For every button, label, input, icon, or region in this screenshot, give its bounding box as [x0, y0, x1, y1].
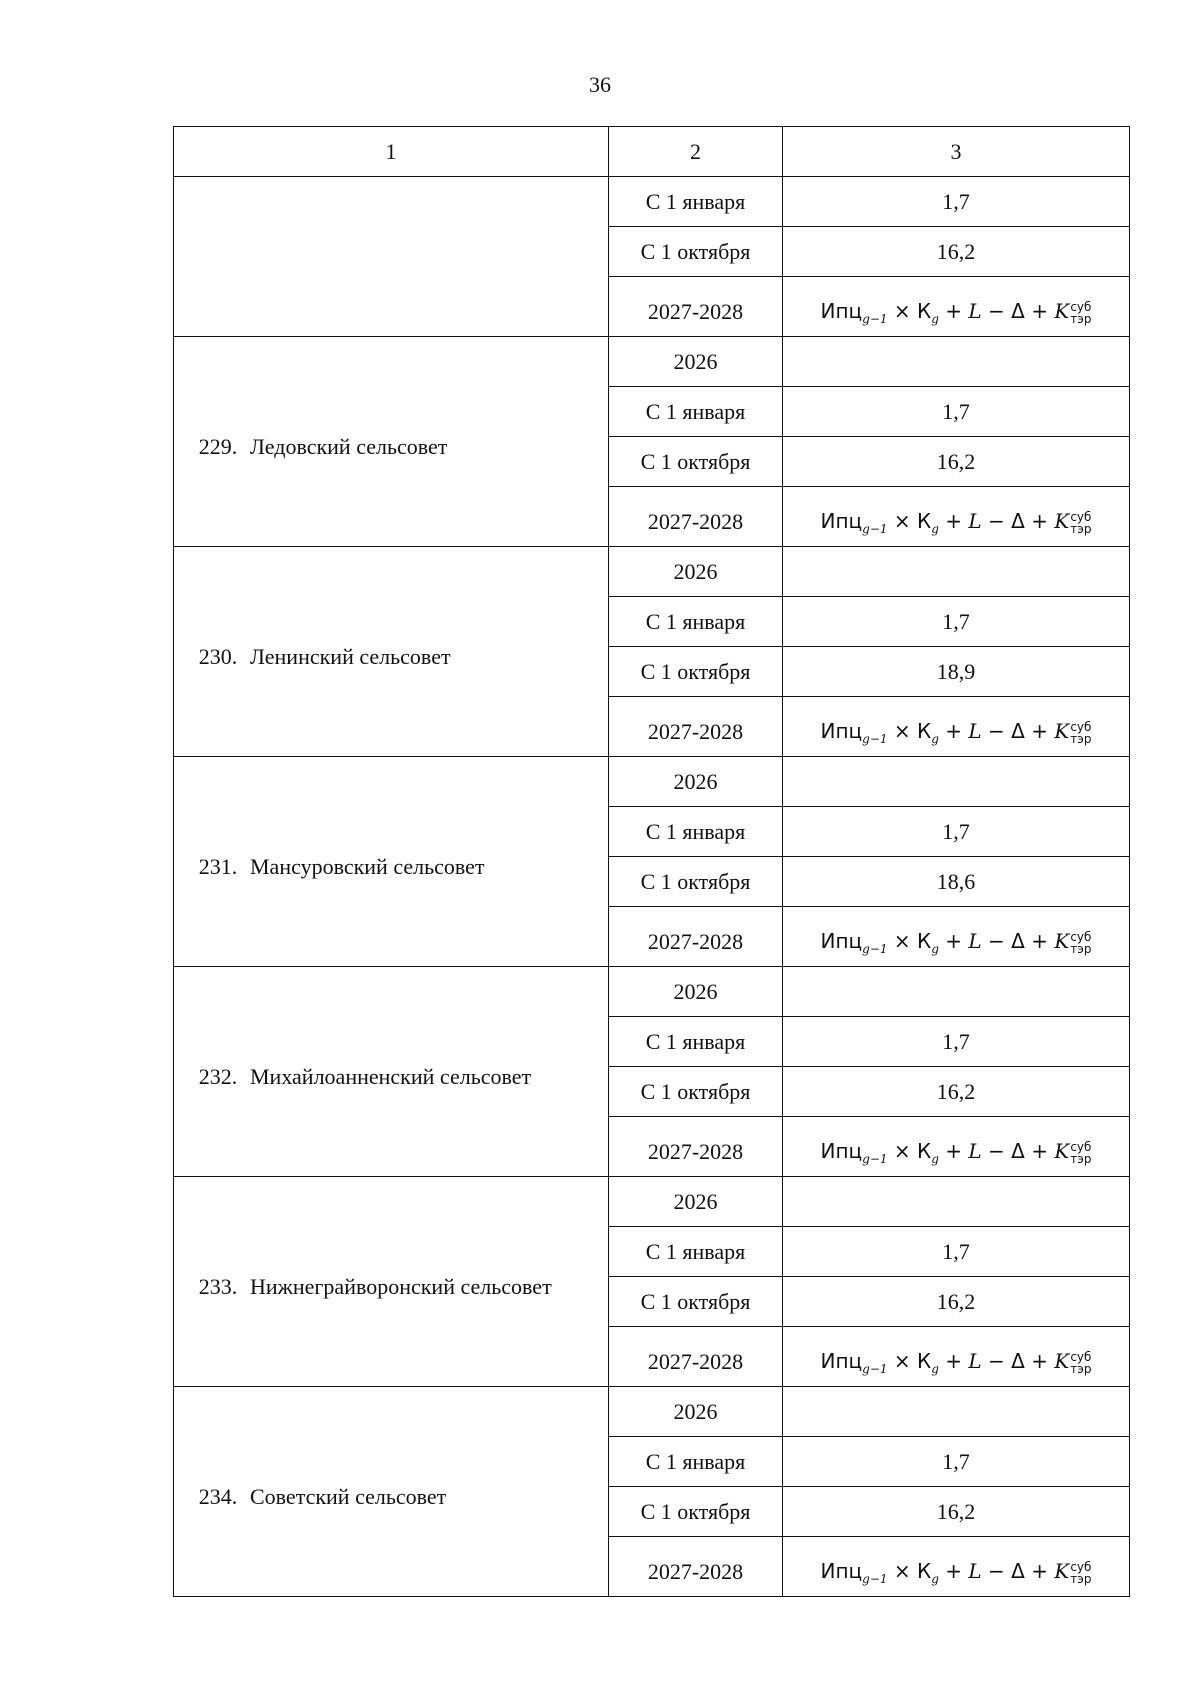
period-cell — [609, 1067, 783, 1117]
formula-part: Ипц — [820, 929, 863, 953]
formula-part: g−1 — [862, 522, 888, 536]
formula-part: g — [931, 1572, 939, 1586]
period-cell — [609, 647, 783, 697]
formula-part: K — [1054, 299, 1070, 323]
value-text: 16,2 — [936, 238, 976, 264]
period-cell — [609, 597, 783, 647]
period-text: С 1 октября — [640, 1498, 751, 1524]
entity-label — [174, 842, 608, 880]
formula-superscript: суб — [1070, 1559, 1092, 1574]
formula-part: + — [938, 1559, 969, 1583]
period-text: С 1 октября — [640, 658, 751, 684]
formula-part: Ипц — [820, 1349, 863, 1373]
value-text: 1,7 — [942, 188, 970, 214]
formula-part: К — [917, 509, 932, 533]
formula-part: − — [981, 299, 1012, 323]
period-text: С 1 января — [645, 1238, 746, 1264]
entity-label — [174, 632, 608, 670]
value-cell — [783, 227, 1130, 277]
formula-part: K — [1054, 929, 1070, 953]
table-row — [174, 967, 1130, 1017]
formula-part: Δ — [1011, 1139, 1025, 1163]
formula-part: − — [981, 929, 1012, 953]
value-cell — [783, 597, 1130, 647]
entity-name: Мансуровский сельсовет — [250, 854, 485, 880]
period-cell — [609, 227, 783, 277]
entity-cell — [174, 757, 609, 967]
table-body — [174, 127, 1130, 1597]
value-text: 18,9 — [936, 658, 976, 684]
table-row — [174, 1177, 1130, 1227]
entity-name: Ледовский сельсовет — [250, 434, 448, 460]
period-cell — [609, 277, 783, 337]
period-text: 2027-2028 — [647, 718, 744, 744]
table-header-row — [174, 127, 1130, 177]
value-text: 16,2 — [936, 1498, 976, 1524]
entity-number: 231. — [198, 854, 238, 880]
formula-part: g — [931, 1152, 939, 1166]
formula-part: + — [938, 1139, 969, 1163]
formula-part: К — [917, 1349, 932, 1373]
formula-part: − — [981, 509, 1012, 533]
period-text: 2027-2028 — [647, 1348, 744, 1374]
period-cell — [609, 547, 783, 597]
period-cell — [609, 1117, 783, 1177]
formula-part: − — [981, 1559, 1012, 1583]
period-text: 2027-2028 — [647, 298, 744, 324]
formula-subscript: тэр — [1070, 311, 1092, 326]
value-cell — [783, 1537, 1130, 1597]
entity-name: Нижнеграйворонский сельсовет — [250, 1274, 552, 1300]
formula-part: g−1 — [862, 1152, 888, 1166]
value-cell — [783, 337, 1130, 387]
formula-subscript: тэр — [1070, 1151, 1092, 1166]
formula-part: × — [887, 1349, 918, 1373]
value-cell — [783, 907, 1130, 967]
formula-part: − — [981, 1349, 1012, 1373]
period-cell — [609, 1017, 783, 1067]
formula-part: g−1 — [862, 942, 888, 956]
period-cell — [609, 1177, 783, 1227]
value-text: 16,2 — [936, 1078, 976, 1104]
entity-name: Советский сельсовет — [250, 1484, 447, 1510]
formula-subscript: тэр — [1070, 521, 1092, 536]
formula-superscript: суб — [1070, 929, 1092, 944]
value-cell — [783, 1277, 1130, 1327]
period-cell — [609, 1437, 783, 1487]
period-cell — [609, 1487, 783, 1537]
formula-part: L — [968, 1559, 982, 1583]
tariff-formula — [821, 917, 1092, 956]
entity-number: 234. — [198, 1484, 238, 1510]
formula-part: g−1 — [862, 1362, 888, 1376]
period-text: С 1 января — [645, 818, 746, 844]
formula-part: Δ — [1011, 929, 1025, 953]
entity-cell — [174, 967, 609, 1177]
entity-cell — [174, 1387, 609, 1597]
value-cell — [783, 437, 1130, 487]
formula-part: L — [968, 929, 982, 953]
table-row — [174, 337, 1130, 387]
entity-label — [174, 1262, 608, 1300]
formula-superscript: суб — [1070, 299, 1092, 314]
formula-part: + — [1024, 509, 1055, 533]
period-cell — [609, 437, 783, 487]
entity-number: 232. — [198, 1064, 238, 1090]
value-cell — [783, 967, 1130, 1017]
formula-part: K — [1054, 1559, 1070, 1583]
formula-index — [1070, 721, 1091, 745]
formula-superscript: суб — [1070, 1139, 1092, 1154]
period-cell — [609, 697, 783, 757]
value-cell — [783, 177, 1130, 227]
value-cell — [783, 697, 1130, 757]
value-cell — [783, 1117, 1130, 1177]
entity-cell — [174, 547, 609, 757]
period-text: 2026 — [673, 348, 718, 374]
value-text: 1,7 — [942, 1028, 970, 1054]
period-text: 2027-2028 — [647, 508, 744, 534]
formula-part: × — [887, 509, 918, 533]
formula-index — [1070, 511, 1091, 535]
period-text: С 1 января — [645, 398, 746, 424]
period-cell — [609, 857, 783, 907]
formula-part: + — [1024, 1559, 1055, 1583]
tariff-formula — [821, 497, 1092, 536]
value-text: 1,7 — [942, 608, 970, 634]
formula-part: L — [968, 1139, 982, 1163]
tariff-formula — [821, 1127, 1092, 1166]
formula-part: K — [1054, 1349, 1070, 1373]
column-header: 3 — [783, 127, 1130, 177]
period-text: С 1 октября — [640, 868, 751, 894]
period-cell — [609, 177, 783, 227]
formula-part: Δ — [1011, 299, 1025, 323]
formula-part: × — [887, 1559, 918, 1583]
period-text: 2026 — [673, 768, 718, 794]
formula-part: g−1 — [862, 1572, 888, 1586]
value-cell — [783, 757, 1130, 807]
formula-part: L — [968, 719, 982, 743]
formula-part: + — [938, 929, 969, 953]
period-cell — [609, 1227, 783, 1277]
value-cell — [783, 647, 1130, 697]
formula-part: + — [938, 1349, 969, 1373]
formula-superscript: суб — [1070, 719, 1092, 734]
period-cell — [609, 807, 783, 857]
period-text: С 1 января — [645, 1028, 746, 1054]
formula-part: + — [938, 719, 969, 743]
formula-part: L — [968, 509, 982, 533]
formula-part: Ипц — [820, 1559, 863, 1583]
formula-part: + — [1024, 1349, 1055, 1373]
formula-part: × — [887, 1139, 918, 1163]
value-cell — [783, 807, 1130, 857]
value-text: 18,6 — [936, 868, 976, 894]
table-row — [174, 547, 1130, 597]
value-cell — [783, 547, 1130, 597]
value-cell — [783, 487, 1130, 547]
formula-index — [1070, 931, 1091, 955]
formula-part: g — [931, 522, 939, 536]
formula-part: К — [917, 1139, 932, 1163]
tariff-formula — [821, 287, 1092, 326]
formula-part: K — [1054, 1139, 1070, 1163]
value-text: 16,2 — [936, 448, 976, 474]
period-cell — [609, 757, 783, 807]
period-text: 2027-2028 — [647, 1138, 744, 1164]
formula-part: K — [1054, 719, 1070, 743]
period-text: 2026 — [673, 1398, 718, 1424]
formula-part: g — [931, 312, 939, 326]
formula-part: L — [968, 299, 982, 323]
period-cell — [609, 1537, 783, 1597]
formula-index — [1070, 1351, 1091, 1375]
formula-index — [1070, 1141, 1091, 1165]
formula-part: × — [887, 299, 918, 323]
formula-part: + — [938, 299, 969, 323]
formula-part: Ипц — [820, 299, 863, 323]
period-text: С 1 октября — [640, 448, 751, 474]
period-cell — [609, 387, 783, 437]
period-cell — [609, 1387, 783, 1437]
formula-part: + — [1024, 929, 1055, 953]
tariff-table — [173, 126, 1130, 1597]
formula-superscript: суб — [1070, 1349, 1092, 1364]
value-cell — [783, 277, 1130, 337]
formula-part: + — [1024, 299, 1055, 323]
entity-cell — [174, 337, 609, 547]
period-text: 2027-2028 — [647, 1558, 744, 1584]
formula-part: g — [931, 942, 939, 956]
table-row — [174, 757, 1130, 807]
formula-part: × — [887, 929, 918, 953]
formula-part: К — [917, 299, 932, 323]
formula-part: Ипц — [820, 509, 863, 533]
value-text: 1,7 — [942, 398, 970, 424]
period-cell — [609, 907, 783, 967]
entity-label — [174, 422, 608, 460]
period-text: С 1 января — [645, 608, 746, 634]
value-text: 1,7 — [942, 1448, 970, 1474]
page-number: 36 — [589, 72, 611, 97]
formula-part: × — [887, 719, 918, 743]
formula-superscript: суб — [1070, 509, 1092, 524]
period-text: 2026 — [673, 1188, 718, 1214]
entity-label — [174, 1472, 608, 1510]
formula-part: Δ — [1011, 509, 1025, 533]
tariff-formula — [821, 1337, 1092, 1376]
period-text: 2027-2028 — [647, 928, 744, 954]
formula-part: − — [981, 719, 1012, 743]
period-text: С 1 января — [645, 188, 746, 214]
period-cell — [609, 967, 783, 1017]
formula-subscript: тэр — [1070, 731, 1092, 746]
entity-name: Михайлоанненский сельсовет — [250, 1064, 532, 1090]
value-cell — [783, 1387, 1130, 1437]
value-cell — [783, 1327, 1130, 1387]
tariff-formula — [821, 707, 1092, 746]
value-cell — [783, 857, 1130, 907]
formula-part: Ипц — [820, 1139, 863, 1163]
entity-number: 230. — [198, 644, 238, 670]
period-cell — [609, 1327, 783, 1387]
formula-part: К — [917, 1559, 932, 1583]
formula-part: К — [917, 719, 932, 743]
formula-part: Ипц — [820, 719, 863, 743]
value-cell — [783, 1487, 1130, 1537]
value-cell — [783, 387, 1130, 437]
column-header: 2 — [609, 127, 783, 177]
formula-part: + — [938, 509, 969, 533]
formula-part: + — [1024, 1139, 1055, 1163]
value-text: 1,7 — [942, 1238, 970, 1264]
formula-subscript: тэр — [1070, 1361, 1092, 1376]
entity-number: 233. — [198, 1274, 238, 1300]
entity-cell-continued — [174, 177, 609, 337]
formula-subscript: тэр — [1070, 1571, 1092, 1586]
period-text: С 1 января — [645, 1448, 746, 1474]
formula-index — [1070, 301, 1091, 325]
value-text: 1,7 — [942, 818, 970, 844]
formula-part: Δ — [1011, 1559, 1025, 1583]
period-text: С 1 октября — [640, 1078, 751, 1104]
entity-number: 229. — [198, 434, 238, 460]
entity-label — [174, 1052, 608, 1090]
formula-part: g — [931, 1362, 939, 1376]
entity-cell — [174, 1177, 609, 1387]
formula-index — [1070, 1561, 1091, 1585]
formula-part: + — [1024, 719, 1055, 743]
tariff-formula — [821, 1547, 1092, 1586]
formula-part: g−1 — [862, 312, 888, 326]
value-cell — [783, 1067, 1130, 1117]
formula-part: g — [931, 732, 939, 746]
formula-part: Δ — [1011, 719, 1025, 743]
formula-part: Δ — [1011, 1349, 1025, 1373]
period-text: С 1 октября — [640, 238, 751, 264]
period-text: 2026 — [673, 978, 718, 1004]
period-text: С 1 октября — [640, 1288, 751, 1314]
period-cell — [609, 487, 783, 547]
period-cell — [609, 1277, 783, 1327]
column-header: 1 — [174, 127, 609, 177]
formula-part: g−1 — [862, 732, 888, 746]
formula-part: − — [981, 1139, 1012, 1163]
value-cell — [783, 1227, 1130, 1277]
value-cell — [783, 1177, 1130, 1227]
table-row — [174, 177, 1130, 227]
period-text: 2026 — [673, 558, 718, 584]
table-row — [174, 1387, 1130, 1437]
formula-part: L — [968, 1349, 982, 1373]
formula-subscript: тэр — [1070, 941, 1092, 956]
formula-part: K — [1054, 509, 1070, 533]
value-text: 16,2 — [936, 1288, 976, 1314]
entity-name: Ленинский сельсовет — [250, 644, 451, 670]
value-cell — [783, 1017, 1130, 1067]
period-cell — [609, 337, 783, 387]
value-cell — [783, 1437, 1130, 1487]
formula-part: К — [917, 929, 932, 953]
